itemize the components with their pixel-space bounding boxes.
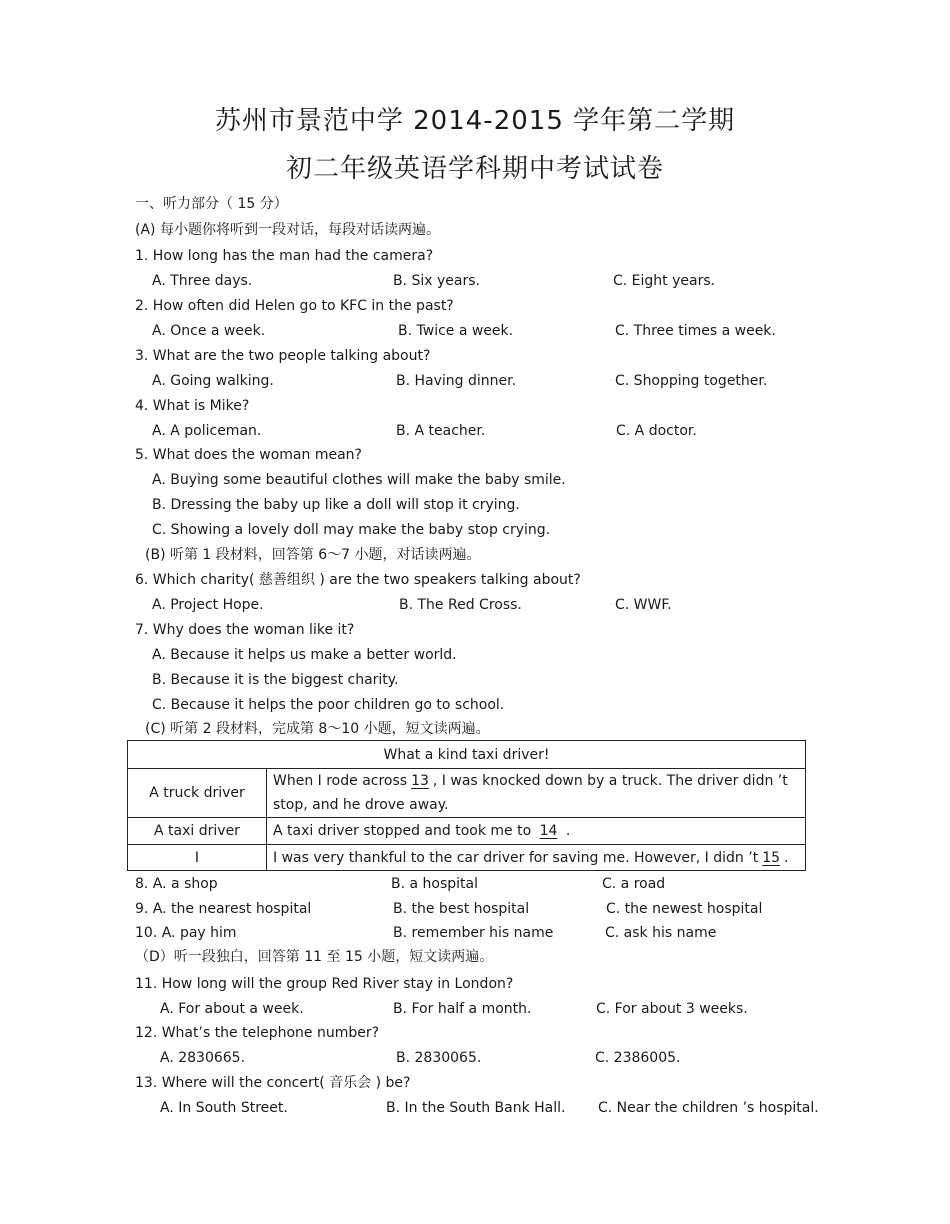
q10-option-b: B. remember his name (393, 925, 554, 941)
question-1: 1. How long has the man had the camera? (135, 248, 434, 264)
q12-option-b: B. 2830065. (396, 1050, 482, 1066)
q12-option-c: C. 2386005. (595, 1050, 681, 1066)
question-11: 11. How long will the group Red River stay in London? (135, 976, 514, 992)
q5-option-c: C. Showing a lovely doll may make the baby stop crying. (152, 522, 551, 538)
blank-15: 15 (762, 849, 781, 866)
q7-option-a: A. Because it helps us make a better world. (152, 647, 457, 663)
q11-option-a: A. For about a week. (160, 1001, 304, 1017)
q1-option-c: C. Eight years. (613, 273, 716, 289)
q7-option-b: B. Because it is the biggest charity. (152, 672, 399, 688)
row-text: , I was knocked down by a truck. The driver didn ’t stop, and he drove away. (273, 773, 788, 813)
row-text: . (561, 823, 571, 839)
section-heading: 一、听力部分（ 15 分） (135, 196, 288, 212)
question-3: 3. What are the two people talking about? (135, 348, 431, 364)
q8-option-b: B. a hospital (391, 876, 479, 892)
q2-option-c: C. Three times a week. (615, 323, 776, 339)
row-text: A taxi driver stopped and took me to (273, 823, 536, 839)
exam-title: 苏州市景范中学 2014-2015 学年第二学期 (214, 106, 736, 136)
part-d-instructions: （D）听一段独白，回答第 11 至 15 小题，短文读两遍。 (135, 949, 494, 965)
part-a-instructions: (A) 每小题你将听到一段对话，每段对话读两遍。 (135, 222, 440, 238)
question-7: 7. Why does the woman like it? (135, 622, 355, 638)
q8-option-a: 8. A. a shop (135, 876, 218, 892)
q6-option-b: B. The Red Cross. (399, 597, 522, 613)
q13-option-c: C. Near the children ’s hospital. (598, 1100, 819, 1116)
q10-option-c: C. ask his name (605, 925, 717, 941)
q4-option-a: A. A policeman. (152, 423, 262, 439)
part-c-instructions: (C) 听第 2 段材料，完成第 8～10 小题，短文读两遍。 (145, 721, 490, 737)
question-13: 13. Where will the concert( 音乐会 ) be? (135, 1075, 411, 1091)
row-text: . (784, 849, 789, 866)
q2-option-b: B. Twice a week. (398, 323, 514, 339)
q1-option-b: B. Six years. (393, 273, 480, 289)
row-label: A taxi driver (128, 818, 267, 845)
q9-option-b: B. the best hospital (393, 901, 530, 917)
row-text: I was very thankful to the car driver for saving me. However, I didn ’t (273, 849, 759, 866)
q2-option-a: A. Once a week. (152, 323, 266, 339)
q7-option-c: C. Because it helps the poor children go to school. (152, 697, 505, 713)
q5-option-a: A. Buying some beautiful clothes will make the baby smile. (152, 472, 566, 488)
q11-option-c: C. For about 3 weeks. (596, 1001, 748, 1017)
row-text: When I rode across (273, 773, 408, 789)
q8-option-c: C. a road (602, 876, 666, 892)
row-content (267, 769, 806, 818)
row-content (267, 845, 806, 871)
part-b-instructions: (B) 听第 1 段材料，回答第 6～7 小题，对话读两遍。 (145, 547, 481, 563)
q13-option-a: A. In South Street. (160, 1100, 288, 1116)
q6-option-c: C. WWF. (615, 597, 672, 613)
q4-option-b: B. A teacher. (396, 423, 486, 439)
question-5: 5. What does the woman mean? (135, 447, 362, 463)
row-label: A truck driver (128, 769, 267, 818)
q1-option-a: A. Three days. (152, 273, 253, 289)
row-content (267, 818, 806, 845)
question-2: 2. How often did Helen go to KFC in the past? (135, 298, 454, 314)
question-6: 6. Which charity( 慈善组织 ) are the two speakers talking about? (135, 572, 581, 588)
table-row (128, 845, 806, 871)
q12-option-a: A. 2830665. (160, 1050, 246, 1066)
q4-option-c: C. A doctor. (616, 423, 697, 439)
q5-option-b: B. Dressing the baby up like a doll will stop it crying. (152, 497, 520, 513)
table-header: What a kind taxi driver! (128, 741, 806, 769)
blank-13: 13 (411, 773, 429, 789)
q3-option-a: A. Going walking. (152, 373, 274, 389)
row-label: I (128, 845, 267, 871)
blank-14: 14 (539, 823, 558, 839)
story-table (127, 740, 806, 871)
question-12: 12. What’s the telephone number? (135, 1025, 380, 1041)
question-4: 4. What is Mike? (135, 398, 250, 414)
q10-option-a: 10. A. pay him (135, 925, 237, 941)
table-row (128, 769, 806, 818)
q9-option-a: 9. A. the nearest hospital (135, 901, 312, 917)
q9-option-c: C. the newest hospital (606, 901, 763, 917)
q6-option-a: A. Project Hope. (152, 597, 264, 613)
q3-option-b: B. Having dinner. (396, 373, 517, 389)
table-row (128, 818, 806, 845)
q3-option-c: C. Shopping together. (615, 373, 768, 389)
q13-option-b: B. In the South Bank Hall. (386, 1100, 566, 1116)
exam-subtitle: 初二年级英语学科期中考试试卷 (285, 154, 664, 184)
q11-option-b: B. For half a month. (393, 1001, 532, 1017)
